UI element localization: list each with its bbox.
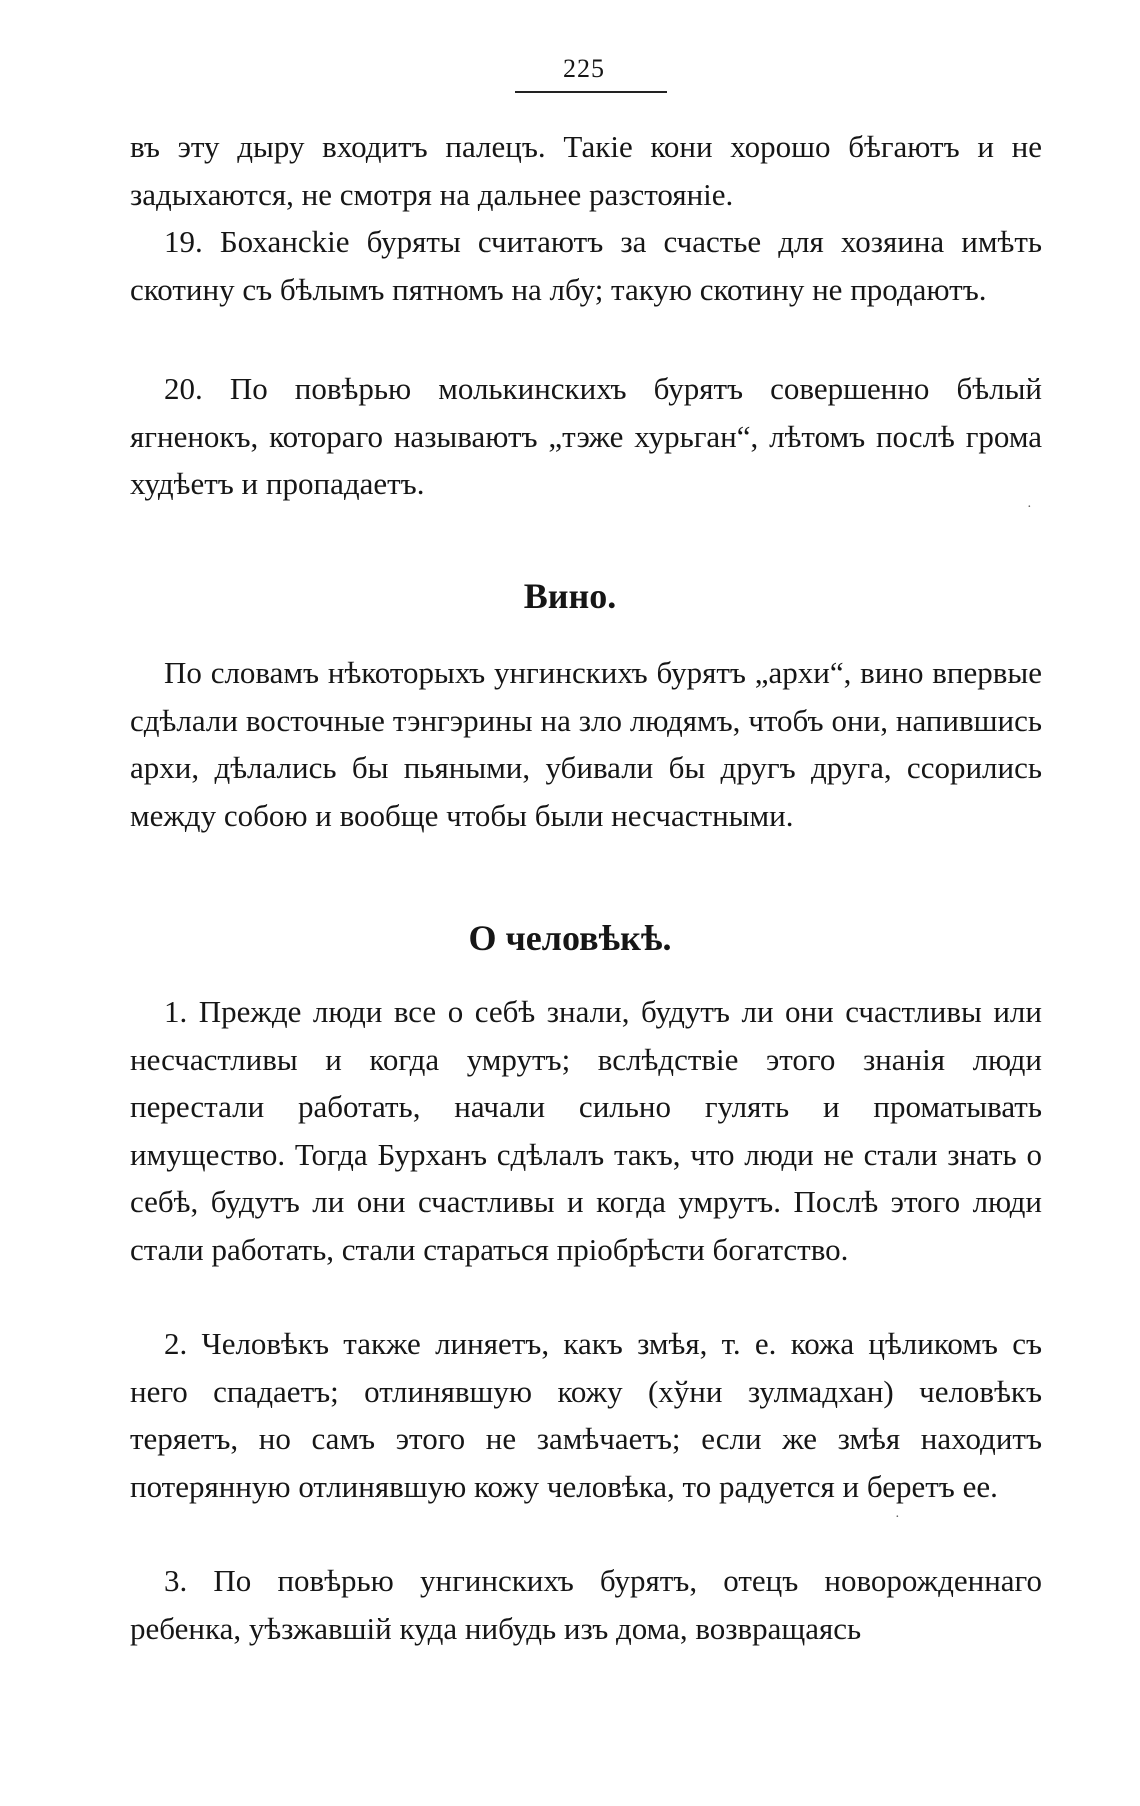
paragraph-man-3: 3. По повѣрью унгинскихъ бурятъ, отецъ новорожденнаго ребенка, уѣзжавшій куда нибудь изъ дома, возвращаясь <box>130 1563 1042 1646</box>
paragraph-20: 20. По повѣрью молькинскихъ бурятъ совершенно бѣлый ягненокъ, котораго называютъ „тэже хурьган“, лѣтомъ послѣ грома худѣетъ и пропадаетъ. <box>130 371 1042 501</box>
heading-wine: Вино. <box>523 576 617 616</box>
page-number: 225 <box>563 54 605 83</box>
paragraph-man-1: 1. Прежде люди все о себѣ знали, будутъ ли они счастливы или несчастливы и когда умрутъ; вслѣдствіе этого знанія люди перестали работать, начали сильно гулять и проматывать имущество. Тогда Бурханъ сдѣлалъ такъ, что люди не стали знать о себѣ, будутъ ли они счастливы и когда умрутъ. Послѣ этого люди стали работать, стали стараться пріобрѣсти богатство. <box>130 994 1042 1267</box>
heading-about-man: О человѣкѣ. <box>468 918 672 958</box>
paragraph-intro-continuation: въ эту дыру входитъ палецъ. Такіе кони хорошо бѣгаютъ и не задыхаются, не смотря на дальнее разстояніе. <box>130 129 1042 212</box>
paragraph-man-2: 2. Человѣкъ также линяетъ, какъ змѣя, т. е. кожа цѣликомъ съ него спадаетъ; отлинявшую кожу (хўни зулмадхан) человѣкъ теряетъ, но самъ этого не замѣчаетъ; если же змѣя находитъ потерянную отлинявшую кожу человѣка, то радуется и беретъ ее. <box>130 1326 1042 1504</box>
scan-speck: · <box>895 1510 900 1525</box>
scan-speck: · <box>1027 500 1032 515</box>
paragraph-19: 19. Бохансkіе буряты считаютъ за счастье для хозяина имѣть скотину съ бѣлымъ пятномъ на лбу; такую скотину не продаютъ. <box>130 224 1042 307</box>
paragraph-wine: По словамъ нѣкоторыхъ унгинскихъ бурятъ „архи“, вино впервые сдѣлали восточные тэнгэрины на зло людямъ, чтобъ они, напившись архи, дѣлались бы пьяными, убивали бы другъ друга, ссорились между собою и вообще чтобы были несчастными. <box>130 655 1042 833</box>
page-number-rule <box>515 91 667 93</box>
